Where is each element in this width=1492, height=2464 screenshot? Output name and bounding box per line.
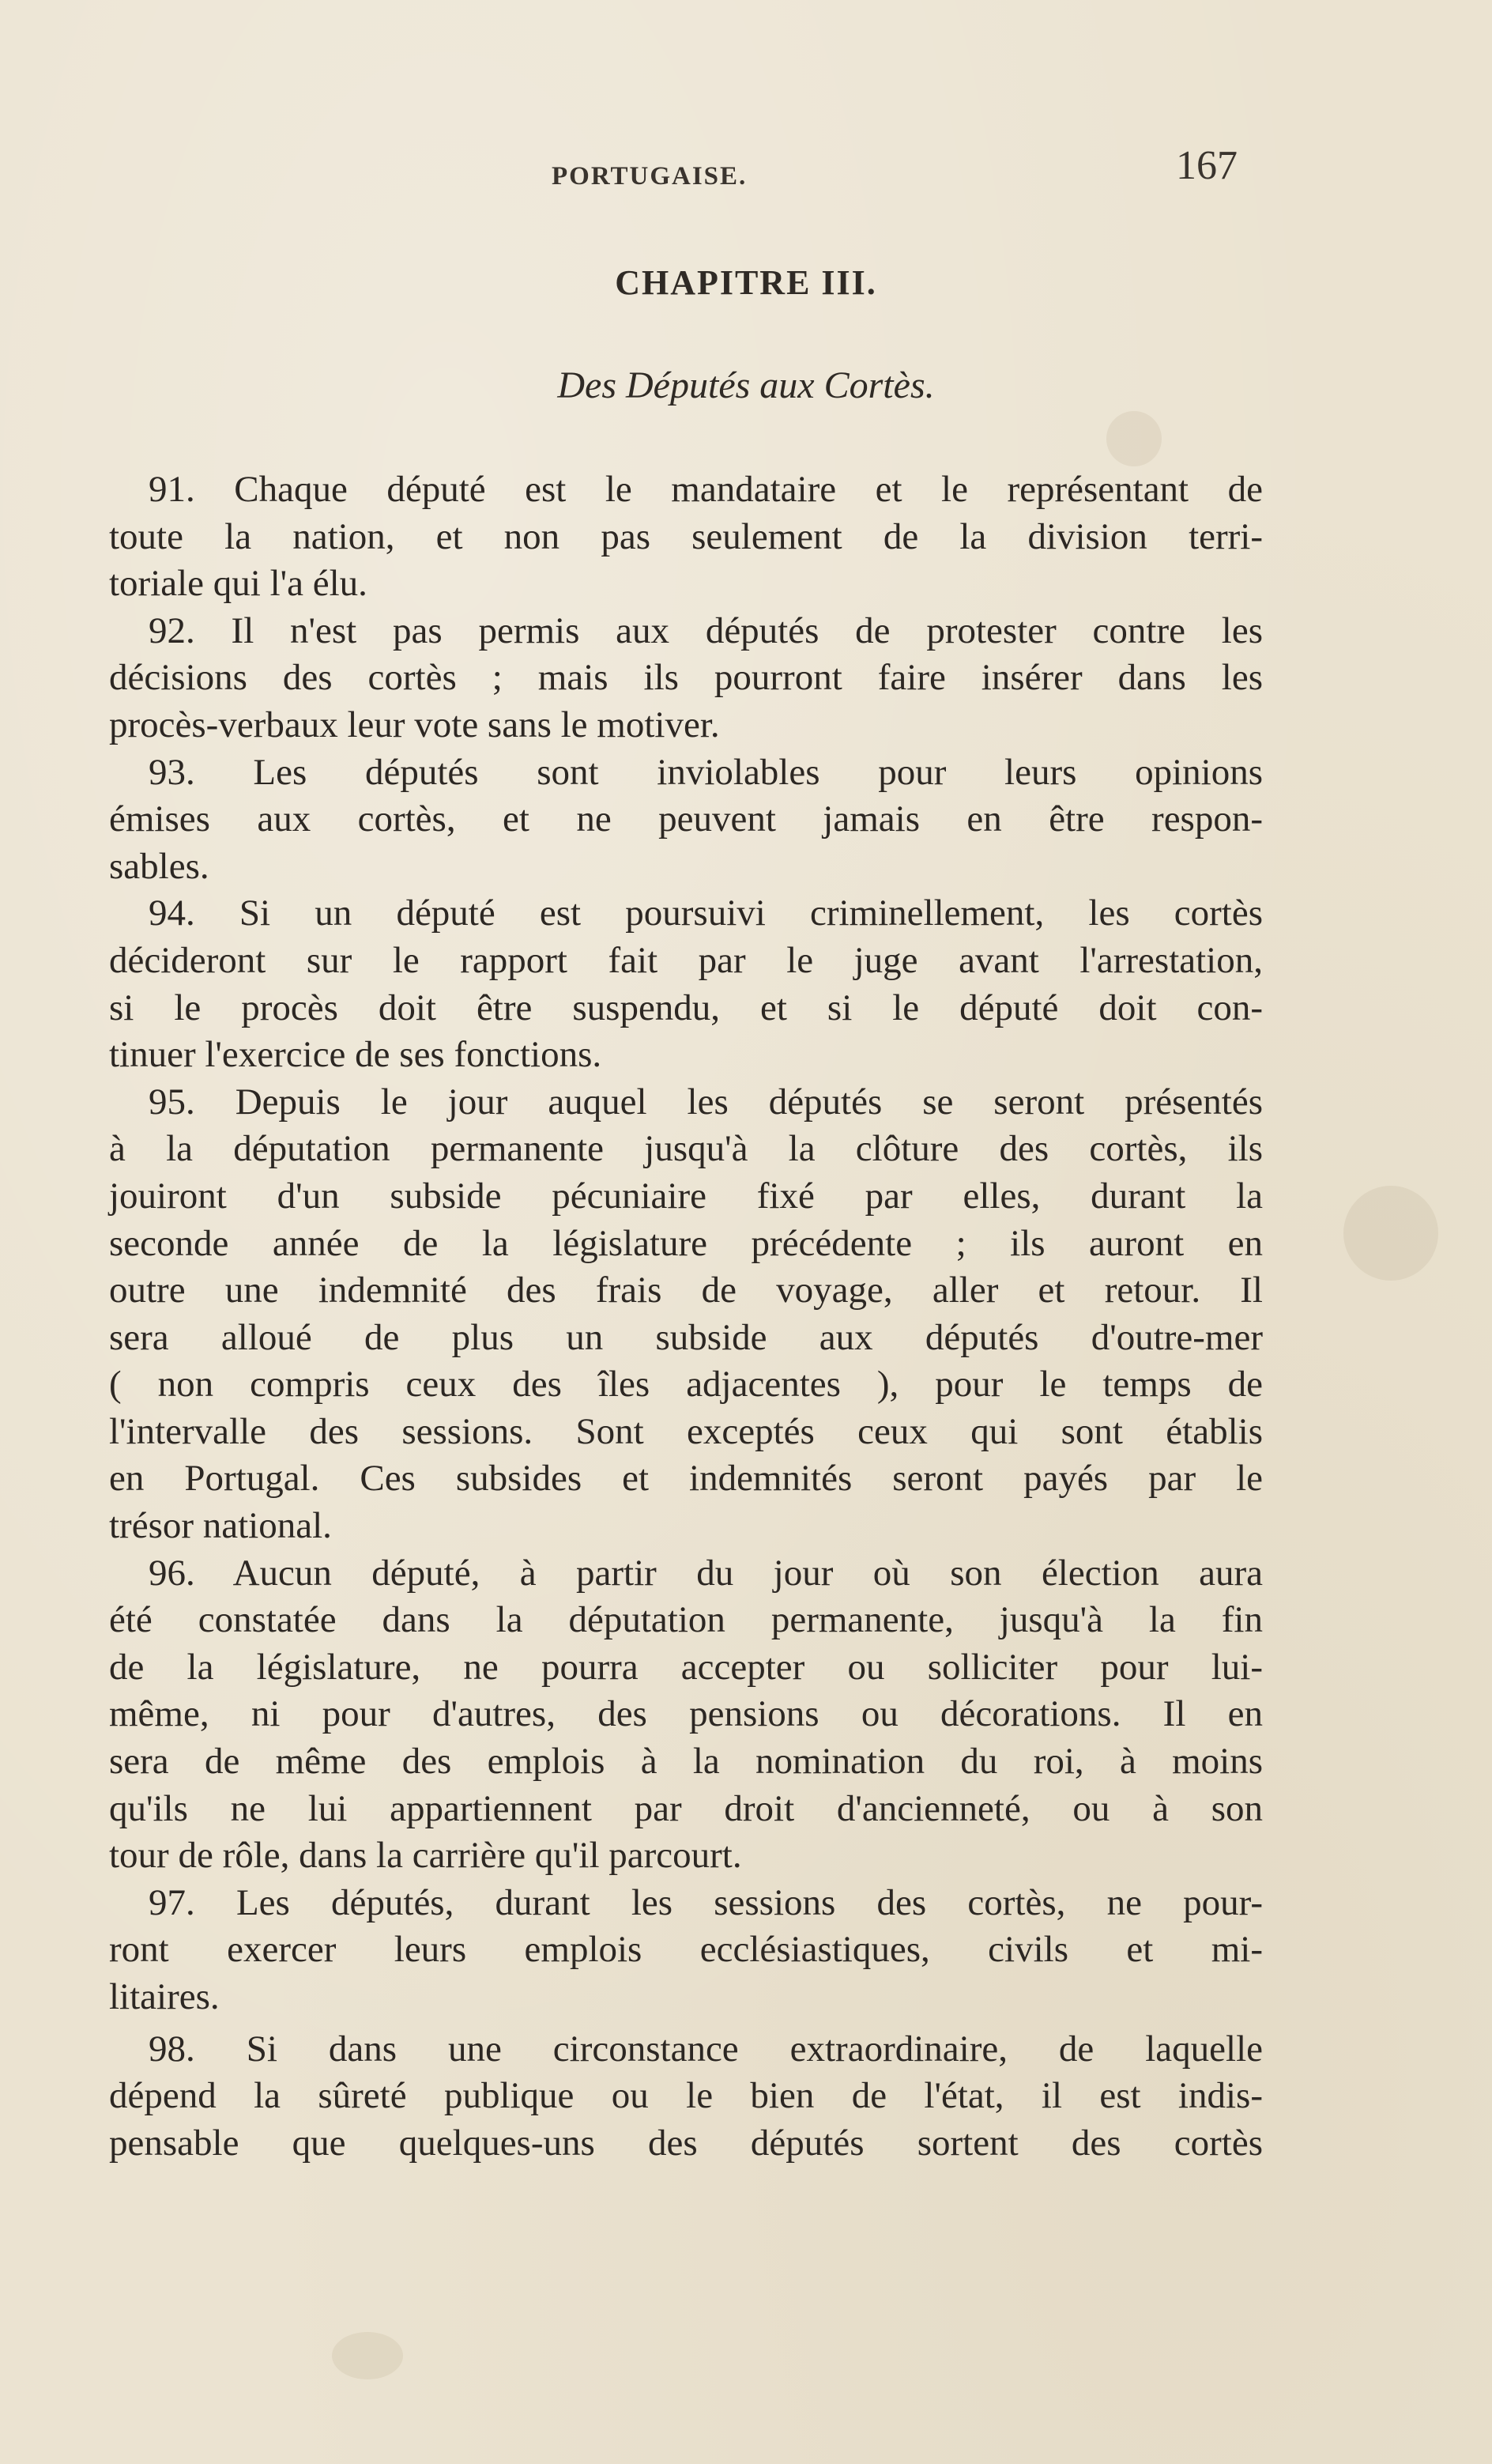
paper-stain <box>332 2332 403 2379</box>
text-line <box>109 655 1263 702</box>
line-text: pensable que quelques-uns des députés sortent des cortès <box>109 2122 1263 2164</box>
text-line <box>109 1361 1263 1409</box>
text-line <box>109 1267 1263 1315</box>
line-text: sables. <box>109 845 209 887</box>
text-line <box>109 1786 1263 1833</box>
line-text: trésor national. <box>109 1505 332 1547</box>
line-text: sera alloué de plus un subside aux députés d'outre-mer <box>109 1316 1263 1358</box>
line-text: outre une indemnité des frais de voyage, aller et retour. Il <box>109 1270 1263 1311</box>
text-line <box>109 1832 1263 1880</box>
line-text: 97. Les députés, durant les sessions des cortès, ne pour- <box>149 1881 1263 1923</box>
paper-stain <box>1343 1186 1438 1281</box>
chapter-heading: CHAPITRE III. <box>615 263 877 302</box>
section-title: Des Députés aux Cortès. <box>557 364 935 406</box>
text-line <box>109 749 1263 797</box>
line-text: ( non compris ceux des îles adjacentes ), pour le temps de <box>109 1364 1263 1406</box>
text-line <box>109 1409 1263 1456</box>
line-text: de la législature, ne pourra accepter ou solliciter pour lui- <box>109 1646 1263 1688</box>
line-text: qu'ils ne lui appartiennent par droit d'ancienneté, ou à son <box>109 1787 1263 1829</box>
text-line <box>109 1032 1263 1079</box>
text-line <box>109 2026 1263 2073</box>
text-line <box>109 796 1263 843</box>
text-line <box>109 843 1263 891</box>
text-line <box>109 1503 1263 1550</box>
line-text: ront exercer leurs emplois ecclésiastiques, civils et mi- <box>109 1929 1263 1971</box>
text-line <box>109 1926 1263 1974</box>
line-text: à la députation permanente jusqu'à la clôture des cortès, ils <box>109 1128 1263 1170</box>
page-number: 167 <box>1176 143 1238 188</box>
line-text: tinuer l'exercice de ses fonctions. <box>109 1034 602 1076</box>
paper-stain <box>1106 411 1162 466</box>
running-head: PORTUGAISE. <box>552 162 748 191</box>
line-text: procès-verbaux leur vote sans le motiver. <box>109 704 720 745</box>
text-line <box>109 466 1263 514</box>
line-text: émises aux cortès, et ne peuvent jamais en être respon- <box>109 798 1263 840</box>
text-line <box>109 985 1263 1032</box>
line-text: si le procès doit être suspendu, et si le député doit con- <box>109 987 1263 1028</box>
line-text: 98. Si dans une circonstance extraordinaire, de laquelle <box>149 2028 1263 2070</box>
line-text: toute la nation, et non pas seulement de la division terri- <box>109 515 1263 557</box>
line-text: dépend la sûreté publique ou le bien de l'état, il est indis- <box>109 2075 1263 2117</box>
line-text: 91. Chaque député est le mandataire et le représentant de <box>149 469 1263 510</box>
line-text: jouiront d'un subside pécuniaire fixé par elles, durant la <box>109 1175 1263 1217</box>
line-text: seconde année de la législature précédente ; ils auront en <box>109 1222 1263 1264</box>
line-text: toriale qui l'a élu. <box>109 563 367 605</box>
text-line <box>109 1880 1263 1927</box>
line-text: été constatée dans la députation permanente, jusqu'à la fin <box>109 1599 1263 1641</box>
line-text: 94. Si un député est poursuivi criminellement, les cortès <box>149 892 1263 934</box>
line-text: 92. Il n'est pas permis aux députés de protester contre les <box>149 609 1263 651</box>
line-text: 93. Les députés sont inviolables pour leurs opinions <box>149 751 1263 793</box>
text-line <box>109 2120 1263 2168</box>
text-line <box>109 560 1263 608</box>
text-line <box>109 1126 1263 1173</box>
text-line <box>109 890 1263 938</box>
line-text: tour de rôle, dans la carrière qu'il parcourt. <box>109 1835 742 1877</box>
text-line <box>109 1173 1263 1221</box>
body-text <box>109 466 1263 2167</box>
text-line <box>109 514 1263 561</box>
text-line <box>109 608 1263 655</box>
line-text: sera de même des emplois à la nomination du roi, à moins <box>109 1741 1263 1783</box>
line-text: décisions des cortès ; mais ils pourront faire insérer dans les <box>109 657 1263 699</box>
line-text: l'intervalle des sessions. Sont exceptés ceux qui sont établis <box>109 1410 1263 1452</box>
text-line <box>109 938 1263 985</box>
line-text: décideront sur le rapport fait par le juge avant l'arrestation, <box>109 939 1263 981</box>
text-line <box>109 1315 1263 1362</box>
line-text: 95. Depuis le jour auquel les députés se seront présentés <box>149 1081 1263 1123</box>
text-line <box>109 1738 1263 1786</box>
text-line <box>109 1974 1263 2021</box>
text-line <box>109 1221 1263 1268</box>
text-line <box>109 1597 1263 1644</box>
text-line <box>109 1550 1263 1598</box>
text-line <box>109 702 1263 749</box>
text-line <box>109 1455 1263 1503</box>
text-line <box>109 2073 1263 2120</box>
text-line <box>109 1691 1263 1738</box>
text-line <box>109 1079 1263 1126</box>
line-text: 96. Aucun député, à partir du jour où son élection aura <box>149 1552 1263 1594</box>
line-text: litaires. <box>109 1976 220 2017</box>
text-line <box>109 1644 1263 1692</box>
line-text: même, ni pour d'autres, des pensions ou décorations. Il en <box>109 1693 1263 1735</box>
line-text: en Portugal. Ces subsides et indemnités seront payés par le <box>109 1458 1263 1500</box>
